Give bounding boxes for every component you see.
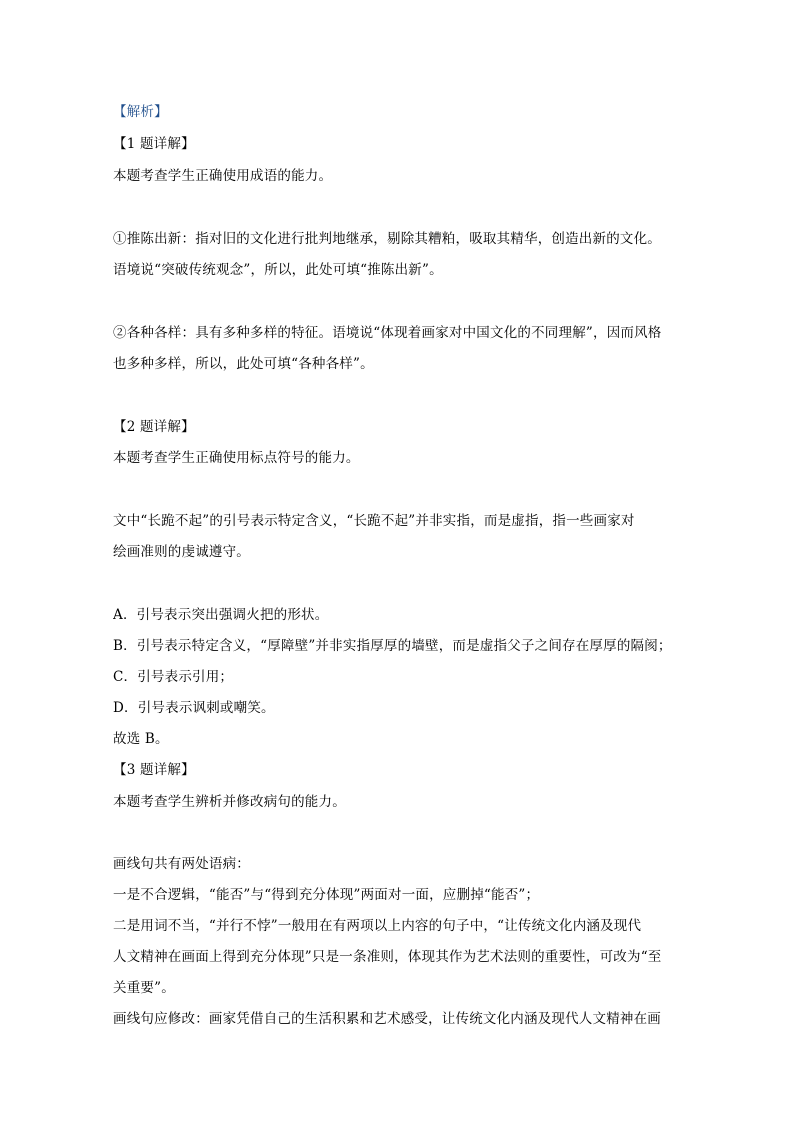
q3-heading: 【3 题详解】 [113, 762, 195, 778]
q3-line6: 画线句应修改：画家凭借自己的生活积累和艺术感受，让传统文化内涵及现代人文精神在画 [113, 1011, 661, 1027]
q2-intro: 本题考查学生正确使用标点符号的能力。 [113, 450, 360, 466]
q2-paragraph-line2: 绘画准则的虔诚遵守。 [113, 544, 250, 560]
q2-option-b: B．引号表示特定含义，“厚障壁”并非实指厚厚的墙壁，而是虚指父子之间存在厚厚的隔阂； [113, 638, 672, 654]
q2-option-a: A．引号表示突出强调火把的形状。 [113, 607, 329, 623]
q1-paragraph2-line2: 也多种多样，所以，此处可填“各种各样”。 [113, 356, 374, 372]
q2-option-d: D．引号表示讽刺或嘲笑。 [113, 700, 275, 716]
q1-paragraph1-line2: 语境说“突破传统观念”，所以，此处可填“推陈出新”。 [113, 262, 443, 278]
q2-option-c: C．引号表示引用； [113, 669, 234, 685]
q1-paragraph2-line1: ②各种各样：具有多种多样的特征。语境说“体现着画家对中国文化的不同理解”，因而风格 [113, 325, 662, 341]
q3-line5: 关重要”。 [113, 980, 175, 996]
q1-paragraph1-line1: ①推陈出新：指对旧的文化进行批判地继承，剔除其糟粕，吸取其精华，创造出新的文化。 [113, 231, 661, 247]
q3-intro: 本题考查学生辨析并修改病句的能力。 [113, 794, 346, 810]
q2-paragraph-line1: 文中“长跪不起”的引号表示特定含义，“长跪不起”并非实指，而是虚指，指一些画家对 [113, 513, 635, 529]
q1-intro: 本题考查学生正确使用成语的能力。 [113, 168, 333, 184]
section-label: 【解析】 [113, 104, 168, 120]
q2-heading: 【2 题详解】 [113, 419, 195, 435]
q2-answer: 故选 B。 [113, 731, 169, 747]
q1-heading: 【1 题详解】 [113, 136, 195, 152]
q3-line4: 人文精神在画面上得到充分体现”只是一条准则，体现其作为艺术法则的重要性，可改为“至 [113, 949, 662, 965]
q3-line2: 一是不合逻辑，“能否”与“得到充分体现”两面对一面，应删掉“能否”； [113, 887, 540, 903]
q3-line1: 画线句共有两处语病： [113, 856, 250, 872]
q3-line3: 二是用词不当，“并行不悖”一般用在有两项以上内容的句子中，“让传统文化内涵及现代 [113, 918, 642, 934]
